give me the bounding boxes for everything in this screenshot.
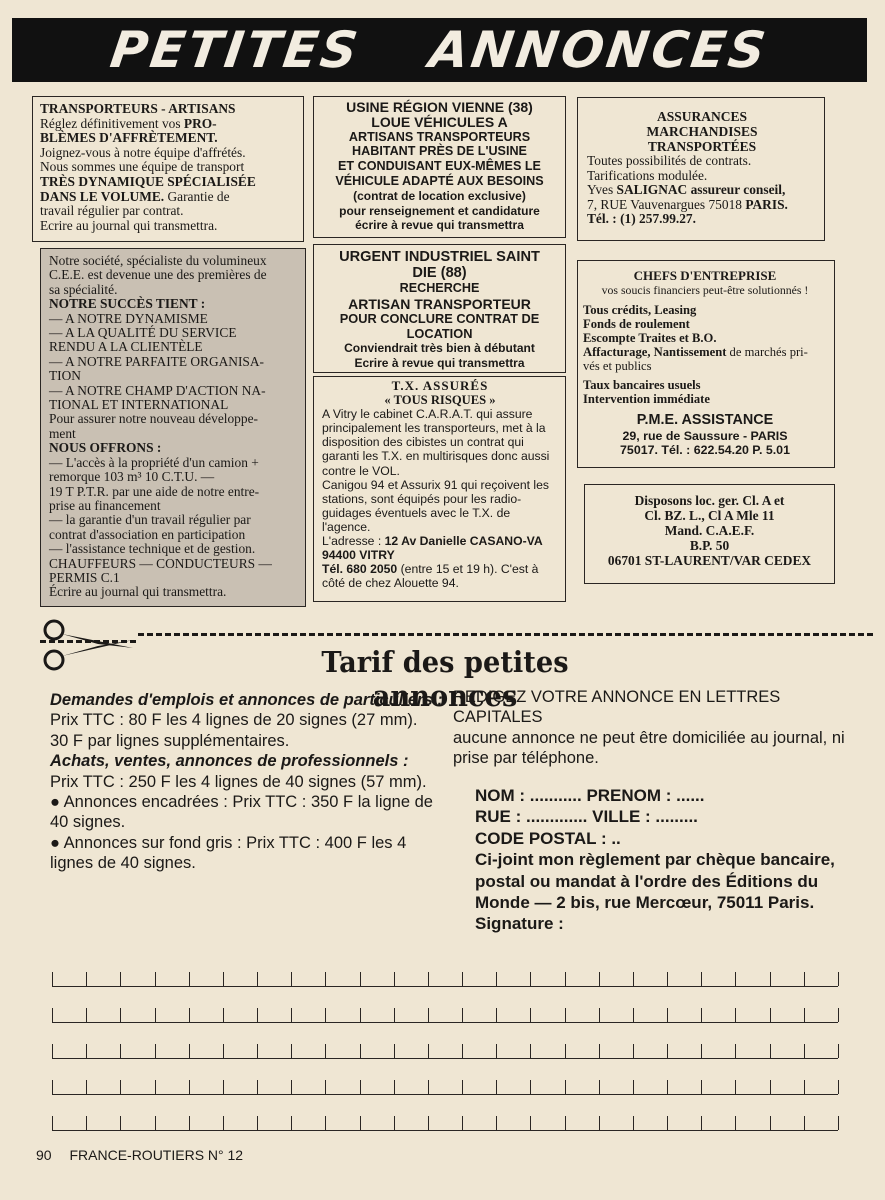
grid-cell-divider bbox=[735, 1008, 736, 1022]
grid-cell-divider bbox=[530, 1080, 531, 1094]
ad-text: Écrire au journal qui transmettra. bbox=[49, 584, 227, 600]
page-footer bbox=[36, 1147, 243, 1163]
grid-cell-divider bbox=[804, 1080, 805, 1094]
grid-cell-divider bbox=[530, 1008, 531, 1022]
grid-cell-divider bbox=[633, 972, 634, 986]
grid-cell-divider bbox=[325, 1080, 326, 1094]
ad-line: ET CONDUISANT EUX-MÊMES LE bbox=[338, 159, 541, 174]
tarif-prices bbox=[50, 690, 445, 874]
grid-cell-divider bbox=[428, 972, 429, 986]
ad-text: contrat d'association en participation bbox=[49, 526, 246, 542]
grid-cell-divider bbox=[735, 1116, 736, 1130]
grid-cell-divider bbox=[223, 1080, 224, 1094]
grid-cell-divider bbox=[257, 1008, 258, 1022]
ad-text: — la garantie d'un travail régulier par bbox=[49, 512, 251, 528]
grid-cell-divider bbox=[770, 972, 771, 986]
ad-title: ASSURANCES bbox=[656, 109, 748, 124]
grid-cell-divider bbox=[291, 1116, 292, 1130]
ad-volumineux bbox=[40, 248, 306, 607]
grid-cell-divider bbox=[428, 1116, 429, 1130]
ad-heading: NOUS OFFRONS : bbox=[49, 440, 162, 456]
grid-cell-divider bbox=[838, 1116, 839, 1130]
tarif-instructions bbox=[453, 687, 853, 769]
ad-line: LOUE VÉHICULES A bbox=[371, 113, 508, 130]
ad-text: Joignez-vous à notre équipe d'affrétés. bbox=[40, 144, 246, 160]
grid-row[interactable] bbox=[52, 1106, 838, 1131]
ad-phone: Tél. 680 2050 bbox=[322, 562, 398, 577]
ad-line: DIE (88) bbox=[412, 265, 467, 281]
grid-cell-divider bbox=[120, 972, 121, 986]
ad-text: — l'assistance technique et de gestion. bbox=[49, 541, 256, 557]
grid-cell-divider bbox=[701, 1008, 702, 1022]
ad-text: L'adresse : bbox=[322, 534, 385, 549]
ad-text: Nous sommes une équipe de transport bbox=[40, 159, 245, 175]
ad-text: Yves bbox=[587, 182, 617, 198]
tarif-title: Tarif des petites annonces bbox=[321, 645, 569, 713]
grid-cell-divider bbox=[155, 1080, 156, 1094]
ad-text: Ecrire au journal qui transmettra. bbox=[40, 217, 218, 233]
grid-cell-divider bbox=[496, 1008, 497, 1022]
ad-text: vés et publics bbox=[583, 359, 652, 373]
grid-cell-divider bbox=[633, 1080, 634, 1094]
ad-text-bold: Fonds de roulement bbox=[583, 317, 690, 331]
grid-cell-divider bbox=[86, 972, 87, 986]
grid-cell-divider bbox=[496, 972, 497, 986]
grid-cell-divider bbox=[52, 972, 53, 986]
grid-cell-divider bbox=[667, 972, 668, 986]
grid-cell-divider bbox=[428, 1080, 429, 1094]
grid-row[interactable] bbox=[52, 1070, 838, 1095]
grid-cell-divider bbox=[360, 1044, 361, 1058]
ad-text: TION bbox=[49, 368, 81, 384]
grid-cell-divider bbox=[770, 1008, 771, 1022]
ad-text-bold: SALIGNAC assureur conseil, bbox=[616, 182, 786, 198]
form-payment-text: Ci-joint mon règlement par chèque bancaire, postal ou mandat à l'ordre des Éditions du Monde — 2 bis, rue Mercœur, 75011 Paris. bbox=[475, 850, 835, 913]
grid-cell-divider bbox=[120, 1116, 121, 1130]
grid-cell-divider bbox=[565, 1008, 566, 1022]
grid-cell-divider bbox=[633, 1008, 634, 1022]
grid-cell-divider bbox=[599, 972, 600, 986]
grid-cell-divider bbox=[189, 1080, 190, 1094]
grid-row[interactable] bbox=[52, 998, 838, 1023]
grid-cell-divider bbox=[770, 1080, 771, 1094]
grid-cell-divider bbox=[394, 1080, 395, 1094]
ad-text: remorque 103 m³ 10 C.T.U. — bbox=[49, 469, 215, 485]
ad-text: (entre 15 et 19 h). C'est à côté de chez Alouette 94. bbox=[322, 562, 539, 591]
ad-disposons bbox=[584, 484, 835, 584]
grid-cell-divider bbox=[291, 1044, 292, 1058]
ad-text: ment bbox=[49, 425, 76, 441]
grid-cell-divider bbox=[633, 1116, 634, 1130]
ad-subtitle: vos soucis financiers peut-être solutionnés ! bbox=[601, 283, 809, 297]
ad-text: CHAUFFEURS — CONDUCTEURS — bbox=[49, 555, 272, 571]
ad-text: — A NOTRE CHAMP D'ACTION NA- bbox=[49, 382, 266, 398]
grid-cell-divider bbox=[701, 972, 702, 986]
ad-line: POUR CONCLURE CONTRAT DE bbox=[339, 310, 540, 326]
tarif-text: Prix TTC : 80 F les 4 lignes de 20 signes (27 mm). bbox=[50, 711, 418, 730]
grid-cell-divider bbox=[838, 1044, 839, 1058]
ad-line: USINE RÉGION VIENNE (38) bbox=[346, 99, 533, 115]
ad-urgent-industriel bbox=[313, 244, 566, 373]
grid-cell-divider bbox=[394, 972, 395, 986]
grid-cell-divider bbox=[667, 1008, 668, 1022]
grid-cell-divider bbox=[462, 972, 463, 986]
grid-cell-divider bbox=[530, 972, 531, 986]
grid-cell-divider bbox=[804, 1116, 805, 1130]
tarif-text: Prix TTC : 250 F les 4 lignes de 40 signes (57 mm). bbox=[50, 772, 427, 791]
grid-cell-divider bbox=[428, 1008, 429, 1022]
grid-cell-divider bbox=[189, 1008, 190, 1022]
ad-tx-assures bbox=[313, 376, 566, 602]
grid-cell-divider bbox=[325, 1116, 326, 1130]
ad-text: TIONAL ET INTERNATIONAL bbox=[49, 397, 229, 413]
tarif-text: ● Annonces encadrées : Prix TTC : 350 F la ligne de 40 signes. bbox=[50, 793, 433, 832]
ad-text: Toutes possibilités de contrats. bbox=[587, 153, 752, 168]
grid-cell-divider bbox=[120, 1044, 121, 1058]
grid-cell-divider bbox=[120, 1080, 121, 1094]
grid-cell-divider bbox=[667, 1116, 668, 1130]
ad-line: VÉHICULE ADAPTÉ AUX BESOINS bbox=[335, 173, 544, 188]
grid-cell-divider bbox=[838, 1008, 839, 1022]
grid-cell-divider bbox=[735, 1080, 736, 1094]
grid-cell-divider bbox=[394, 1116, 395, 1130]
grid-cell-divider bbox=[838, 1080, 839, 1094]
grid-cell-divider bbox=[291, 1008, 292, 1022]
grid-cell-divider bbox=[394, 1044, 395, 1058]
grid-cell-divider bbox=[52, 1044, 53, 1058]
grid-cell-divider bbox=[633, 1044, 634, 1058]
ad-title: TRANSPORTEURS - ARTISANS bbox=[40, 101, 236, 116]
ad-text: 19 T P.T.R. par une aide de notre entre- bbox=[49, 483, 260, 499]
grid-cell-divider bbox=[462, 1116, 463, 1130]
grid-cell-divider bbox=[496, 1080, 497, 1094]
tarif-text: ● Annonces sur fond gris : Prix TTC : 400 F les 4 lignes de 40 signes. bbox=[50, 833, 407, 873]
grid-cell-divider bbox=[223, 972, 224, 986]
grid-cell-divider bbox=[530, 1044, 531, 1058]
grid-cell-divider bbox=[189, 972, 190, 986]
ad-chefs-entreprise bbox=[577, 260, 835, 468]
grid-cell-divider bbox=[189, 1116, 190, 1130]
ad-line: 06701 ST-LAURENT/VAR CEDEX bbox=[607, 553, 812, 568]
ad-text: RENDU A LA CLIENTÈLE bbox=[49, 339, 203, 355]
grid-cell-divider bbox=[735, 1044, 736, 1058]
grid-cell-divider bbox=[599, 1080, 600, 1094]
grid-cell-divider bbox=[599, 1044, 600, 1058]
grid-cell-divider bbox=[360, 1080, 361, 1094]
ad-line: Mand. C.A.E.F. bbox=[664, 523, 755, 538]
ad-address: 29, rue de Saussure - PARIS bbox=[622, 429, 788, 443]
grid-row[interactable] bbox=[52, 1034, 838, 1059]
grid-cell-divider bbox=[804, 1044, 805, 1058]
ad-usine-vienne bbox=[313, 96, 566, 238]
grid-cell-divider bbox=[360, 1116, 361, 1130]
grid-cell-divider bbox=[257, 1116, 258, 1130]
form-postcode-field[interactable]: CODE POSTAL : .. bbox=[475, 828, 621, 848]
grid-cell-divider bbox=[86, 1116, 87, 1130]
order-form bbox=[475, 785, 855, 935]
grid-cell-divider bbox=[223, 1008, 224, 1022]
grid-cell-divider bbox=[257, 1044, 258, 1058]
grid-cell-divider bbox=[462, 1008, 463, 1022]
grid-cell-divider bbox=[804, 1008, 805, 1022]
grid-cell-divider bbox=[325, 1008, 326, 1022]
grid-row[interactable] bbox=[52, 962, 838, 987]
grid-cell-divider bbox=[701, 1080, 702, 1094]
ad-text: — A NOTRE PARFAITE ORGANISA- bbox=[49, 353, 265, 369]
banner-word-annonces: ANNONCES bbox=[426, 21, 772, 79]
ad-text-bold: Affacturage, Nantissement bbox=[583, 345, 727, 359]
ad-line: LOCATION bbox=[406, 325, 473, 341]
grid-cell-divider bbox=[257, 972, 258, 986]
ad-line: B.P. 50 bbox=[689, 538, 730, 553]
tarif-heading: Demandes d'emplois et annonces de particuliers : bbox=[50, 691, 443, 709]
grid-cell-divider bbox=[770, 1116, 771, 1130]
ad-text: Réglez définitivement vos bbox=[40, 115, 184, 131]
grid-cell-divider bbox=[189, 1044, 190, 1058]
ad-line: URGENT INDUSTRIEL SAINT bbox=[339, 249, 540, 265]
ad-text-bold: Taux bancaires usuels bbox=[583, 378, 701, 392]
ad-text: — A LA QUALITÉ DU SERVICE bbox=[49, 325, 237, 341]
grid-cell-divider bbox=[701, 1044, 702, 1058]
ad-text: Notre société, spécialiste du volumineux bbox=[49, 253, 267, 268]
ad-text: Tarifications modulée. bbox=[587, 167, 708, 183]
grid-cell-divider bbox=[599, 1116, 600, 1130]
grid-cell-divider bbox=[701, 1116, 702, 1130]
ad-text: — L'accès à la propriété d'un camion + bbox=[49, 454, 259, 470]
ad-text: sa spécialité. bbox=[49, 281, 118, 297]
grid-cell-divider bbox=[155, 1008, 156, 1022]
grid-cell-divider bbox=[360, 972, 361, 986]
grid-cell-divider bbox=[565, 972, 566, 986]
grid-cell-divider bbox=[257, 1080, 258, 1094]
ad-address: 12 Av Danielle CASANO-VA 94400 VITRY bbox=[322, 534, 543, 563]
grid-cell-divider bbox=[360, 1008, 361, 1022]
ad-phone: Tél. : (1) 257.99.27. bbox=[587, 211, 696, 227]
grid-cell-divider bbox=[86, 1008, 87, 1022]
grid-cell-divider bbox=[496, 1044, 497, 1058]
ad-line: ARTISAN TRANSPORTEUR bbox=[348, 295, 531, 312]
ad-heading: NOTRE SUCCÈS TIENT : bbox=[49, 296, 206, 312]
ad-line: écrire à revue qui transmettra bbox=[355, 218, 524, 233]
grid-cell-divider bbox=[462, 1044, 463, 1058]
cut-line bbox=[138, 633, 873, 636]
ad-text: prise au financement bbox=[49, 497, 161, 513]
form-signature-field[interactable]: Signature : bbox=[475, 914, 564, 934]
ad-text-bold: PARIS. bbox=[745, 196, 788, 212]
grid-cell-divider bbox=[52, 1116, 53, 1130]
ad-org: P.M.E. ASSISTANCE bbox=[636, 412, 774, 428]
ad-line: Disposons loc. ger. Cl. A et bbox=[634, 493, 785, 508]
ad-text: Garantie de bbox=[164, 188, 230, 204]
ad-text-bold: TRÈS DYNAMIQUE SPÉCIALISÉE bbox=[40, 173, 256, 189]
ad-text: de marchés pri- bbox=[726, 345, 808, 359]
ad-line: RECHERCHE bbox=[399, 281, 480, 295]
ad-text: Canigou 94 et Assurix 91 qui reçoivent les stations, sont équipés pour les radio-guidages éventuels avec le T.X. de l'agence. bbox=[322, 477, 549, 534]
grid-cell-divider bbox=[325, 972, 326, 986]
ad-line: HABITANT PRÈS DE L'USINE bbox=[352, 144, 527, 159]
tarif-heading: Achats, ventes, annonces de professionnels : bbox=[50, 752, 409, 771]
ad-title: CHEFS D'ENTREPRISE bbox=[633, 268, 777, 283]
grid-cell-divider bbox=[496, 1116, 497, 1130]
ad-line: pour renseignement et candidature bbox=[339, 203, 540, 218]
grid-cell-divider bbox=[804, 972, 805, 986]
grid-cell-divider bbox=[155, 1044, 156, 1058]
ad-line: Cl. BZ. L., Cl A Mle 11 bbox=[644, 508, 775, 523]
ad-title: MARCHANDISES bbox=[646, 124, 758, 139]
grid-cell-divider bbox=[462, 1080, 463, 1094]
grid-cell-divider bbox=[667, 1044, 668, 1058]
grid-cell-divider bbox=[155, 1116, 156, 1130]
tarif-instruction: REDIGEZ VOTRE ANNONCE EN LETTRES CAPITALES bbox=[453, 688, 781, 727]
ad-text: PERMIS C.1 bbox=[49, 569, 120, 585]
ad-title: TRANSPORTÉES bbox=[647, 139, 757, 154]
grid-cell-divider bbox=[394, 1008, 395, 1022]
ad-line: (contrat de location exclusive) bbox=[353, 188, 526, 203]
ad-line: ARTISANS TRANSPORTEURS bbox=[348, 129, 531, 144]
ad-text-bold: Intervention immédiate bbox=[583, 392, 710, 406]
grid-cell-divider bbox=[223, 1116, 224, 1130]
ad-phone: 75017. Tél. : 622.54.20 P. 5.01 bbox=[620, 443, 790, 457]
magazine-name: FRANCE-ROUTIERS N° 12 bbox=[69, 1147, 244, 1163]
banner-word-petites: PETITES bbox=[107, 21, 365, 79]
grid-cell-divider bbox=[565, 1116, 566, 1130]
grid-cell-divider bbox=[325, 1044, 326, 1058]
ad-text: A Vitry le cabinet C.A.R.A.T. qui assure principalement les transporteurs, met à la disposition des cibistes un contrat qui garanti les T.X. en multirisques donc aussi contre le VOL. bbox=[322, 407, 550, 478]
grid-cell-divider bbox=[291, 1080, 292, 1094]
ad-text-bold: Escompte Traites et B.O. bbox=[583, 331, 717, 345]
form-street-field[interactable]: RUE : ............. VILLE : ......... bbox=[475, 807, 698, 827]
scissors-icon bbox=[38, 614, 138, 674]
ad-text-bold: DANS LE VOLUME. bbox=[40, 188, 165, 204]
ad-text: Pour assurer notre nouveau développe- bbox=[49, 411, 258, 427]
grid-cell-divider bbox=[86, 1044, 87, 1058]
grid-cell-divider bbox=[52, 1008, 53, 1022]
ad-text: — A NOTRE DYNAMISME bbox=[49, 310, 208, 326]
form-name-field[interactable]: NOM : ........... PRENOM : ...... bbox=[475, 786, 705, 805]
tarif-text: 30 F par lignes supplémentaires. bbox=[50, 731, 290, 750]
cut-line bbox=[40, 640, 136, 643]
ad-text-bold: Tous crédits, Leasing bbox=[583, 303, 697, 317]
ad-writing-grid[interactable] bbox=[52, 962, 838, 1130]
grid-cell-divider bbox=[565, 1044, 566, 1058]
grid-cell-divider bbox=[428, 1044, 429, 1058]
ad-line: Conviendrait très bien à débutant bbox=[344, 341, 535, 356]
grid-cell-divider bbox=[599, 1008, 600, 1022]
grid-cell-divider bbox=[735, 972, 736, 986]
page-banner bbox=[12, 18, 867, 82]
grid-cell-divider bbox=[223, 1044, 224, 1058]
ad-title: T.X. ASSURÉS bbox=[391, 378, 489, 393]
grid-cell-divider bbox=[770, 1044, 771, 1058]
ad-text: 7, RUE Vauvenargues 75018 bbox=[587, 196, 746, 212]
ad-text-bold: BLÈMES D'AFFRÈTEMENT. bbox=[40, 130, 218, 146]
grid-cell-divider bbox=[838, 972, 839, 986]
tarif-instruction: aucune annonce ne peut être domiciliée au journal, ni prise par téléphone. bbox=[453, 728, 845, 768]
page-number: 90 bbox=[36, 1147, 52, 1163]
ad-transporteurs-artisans bbox=[32, 96, 304, 242]
ad-subtitle: « TOUS RISQUES » bbox=[384, 393, 496, 408]
ad-text: travail régulier par contrat. bbox=[40, 203, 184, 219]
grid-cell-divider bbox=[530, 1116, 531, 1130]
ad-assurances bbox=[577, 97, 825, 241]
ad-text: C.E.E. est devenue une des premières de bbox=[49, 267, 267, 283]
ad-line: Ecrire à revue qui transmettra bbox=[354, 356, 525, 371]
grid-cell-divider bbox=[155, 972, 156, 986]
grid-cell-divider bbox=[667, 1080, 668, 1094]
ad-text-bold: PRO- bbox=[183, 115, 217, 131]
grid-cell-divider bbox=[291, 972, 292, 986]
grid-cell-divider bbox=[86, 1080, 87, 1094]
grid-cell-divider bbox=[120, 1008, 121, 1022]
grid-cell-divider bbox=[52, 1080, 53, 1094]
grid-cell-divider bbox=[565, 1080, 566, 1094]
